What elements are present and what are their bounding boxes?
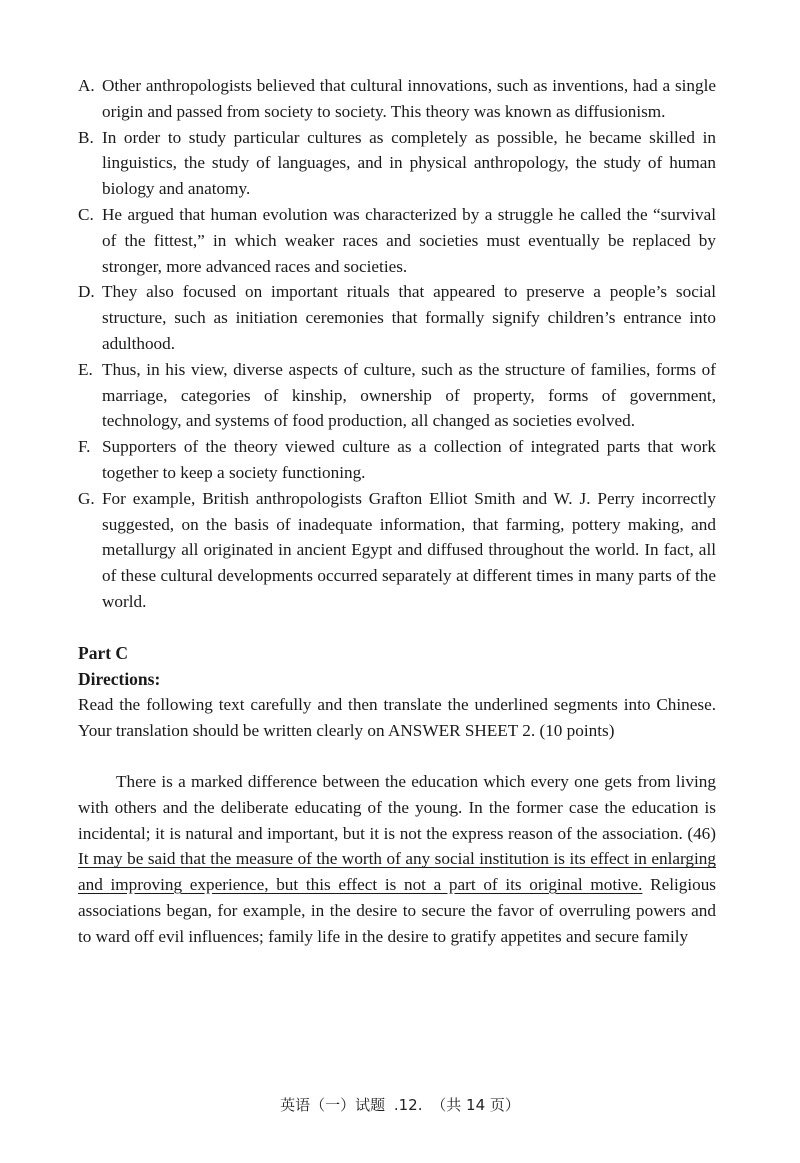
option-text: In order to study particular cultures as completely as possible, he became skilled in linguistics, the study of languages, and in physical anthropology, the study of human biology and anatomy. bbox=[102, 127, 716, 199]
option-text: He argued that human evolution was characterized by a struggle he called the “survival of the fittest,” in which weaker races and societies must eventually be replaced by stronger, more advanced races and societies. bbox=[102, 204, 716, 276]
option-letter: B. bbox=[78, 127, 94, 147]
option-letter: C. bbox=[78, 204, 94, 224]
option-text: They also focused on important rituals that appeared to preserve a people’s social structure, such as initiation ceremonies that formally signify children’s entrance into adulthood. bbox=[102, 282, 716, 353]
option-text: Other anthropologists believed that cultural innovations, such as inventions, had a single origin and passed from society to society. This theory was known as diffusionism. bbox=[102, 76, 716, 121]
passage-text-after: Religious associations began, for example, in the desire to secure the favor of overruling powers and to ward off evil influences; family life in the desire to gratify appetites and secure family bbox=[78, 875, 716, 946]
option-letter: F. bbox=[78, 437, 91, 457]
directions-text: Read the following text carefully and then translate the underlined segments into Chinese. Your translation should be written clearly on ANSWER SHEET 2. (10 points) bbox=[78, 695, 716, 741]
option-d bbox=[78, 279, 716, 356]
option-letter: E. bbox=[78, 359, 93, 379]
option-e bbox=[78, 357, 716, 434]
page-footer bbox=[0, 1094, 800, 1115]
option-a bbox=[78, 73, 716, 125]
option-text: Thus, in his view, diverse aspects of culture, such as the structure of families, forms of marriage, categories of kinship, ownership of property, forms of government, technology, and systems of food production, all changed as societies evolved. bbox=[102, 359, 716, 431]
options-list bbox=[78, 73, 716, 615]
directions-label: Directions: bbox=[78, 668, 161, 689]
option-g bbox=[78, 486, 716, 615]
footer-total-pages: （共 14 页） bbox=[431, 1096, 520, 1114]
footer-subject: 英语（一）试题 bbox=[280, 1096, 386, 1114]
option-f bbox=[78, 434, 716, 486]
part-c-title: Part C bbox=[78, 642, 129, 663]
passage-text-before: There is a marked difference between the education which every one gets from living with others and the deliberate educating of the young. In the former case the education is incidental; it is natural and important, but it is not the express reason of the association. (46) bbox=[78, 771, 716, 843]
option-b bbox=[78, 125, 716, 202]
option-letter: A. bbox=[78, 76, 95, 95]
underlined-segment-46: It may be said that the measure of the worth of any social institution is its effect in enlarging and improving experience, but this effect is not a part of its original motive. bbox=[78, 849, 716, 895]
exam-page bbox=[78, 73, 716, 967]
footer-page-number: .12. bbox=[393, 1096, 423, 1114]
option-text: Supporters of the theory viewed culture as a collection of integrated parts that work together to keep a society functioning. bbox=[102, 437, 716, 482]
option-text: For example, British anthropologists Grafton Elliot Smith and W. J. Perry incorrectly suggested, on the basis of inadequate information, that farming, pottery making, and metallurgy all originated in ancient Egypt and diffused throughout the world. In fact, all of these cultural developments occurred separately at different times in many parts of the world. bbox=[102, 488, 716, 611]
option-c bbox=[78, 202, 716, 279]
translation-passage bbox=[78, 769, 716, 950]
option-letter: D. bbox=[78, 282, 95, 302]
option-letter: G. bbox=[78, 488, 95, 508]
